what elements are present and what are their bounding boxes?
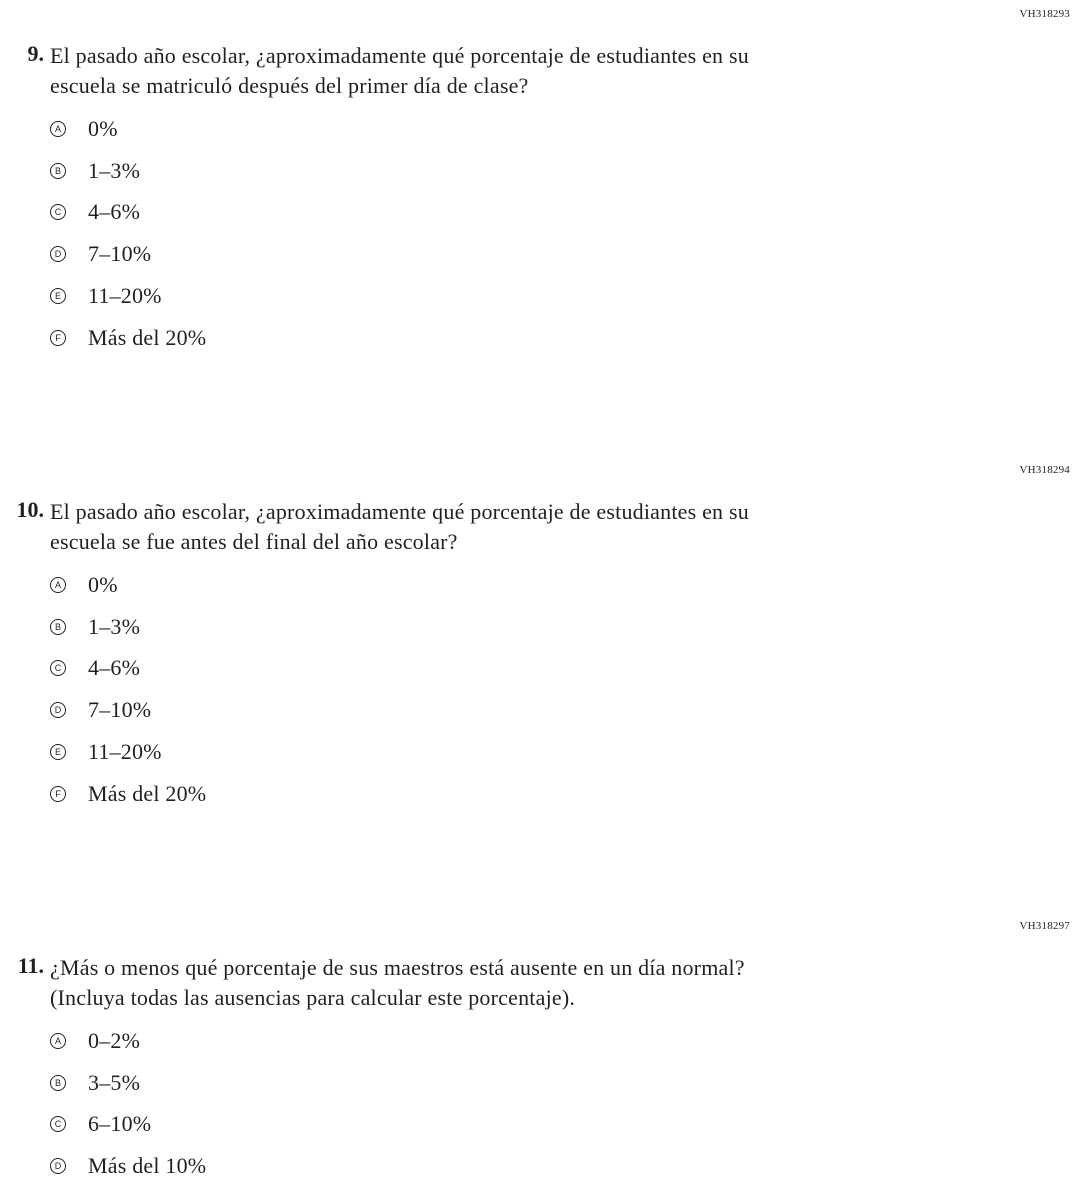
option-label: 6–10% xyxy=(88,1111,152,1136)
answer-option-c[interactable] xyxy=(50,653,140,683)
radio-bubble-d[interactable]: D xyxy=(50,702,66,718)
option-label: 4–6% xyxy=(88,655,141,680)
option-label: 11–20% xyxy=(88,283,162,308)
item-code: VH318297 xyxy=(1019,920,1070,932)
option-label: 4–6% xyxy=(88,199,141,224)
item-code: VH318294 xyxy=(1019,464,1070,476)
answer-option-d[interactable] xyxy=(50,695,151,725)
radio-bubble-e[interactable]: E xyxy=(50,744,66,760)
question-text xyxy=(50,953,870,1013)
radio-bubble-a[interactable]: A xyxy=(50,577,66,593)
radio-bubble-a[interactable]: A xyxy=(50,121,66,137)
question-text-line: escuela se matriculó después del primer día de clase? xyxy=(50,73,529,98)
answer-option-c[interactable] xyxy=(50,1109,151,1139)
question-text-line: escuela se fue antes del final del año escolar? xyxy=(50,529,458,554)
option-label: 1–3% xyxy=(88,614,141,639)
radio-bubble-b[interactable]: B xyxy=(50,1075,66,1091)
radio-bubble-c[interactable]: C xyxy=(50,1116,66,1132)
option-label: 0% xyxy=(88,572,118,597)
option-label: 1–3% xyxy=(88,158,141,183)
answer-option-a[interactable] xyxy=(50,570,118,600)
answer-option-b[interactable] xyxy=(50,156,140,186)
option-label: Más del 20% xyxy=(88,325,207,350)
option-label: 0–2% xyxy=(88,1028,141,1053)
radio-bubble-b[interactable]: B xyxy=(50,619,66,635)
option-label: 7–10% xyxy=(88,241,152,266)
answer-option-d[interactable] xyxy=(50,1151,206,1181)
question-text xyxy=(50,497,870,557)
question-text-line: El pasado año escolar, ¿aproximadamente qué porcentaje de estudiantes en su xyxy=(50,43,749,68)
radio-bubble-f[interactable]: F xyxy=(50,330,66,346)
question-text-line: El pasado año escolar, ¿aproximadamente qué porcentaje de estudiantes en su xyxy=(50,499,749,524)
radio-bubble-f[interactable]: F xyxy=(50,786,66,802)
question-number: 10. xyxy=(16,497,44,522)
radio-bubble-e[interactable]: E xyxy=(50,288,66,304)
radio-bubble-a[interactable]: A xyxy=(50,1033,66,1049)
answer-option-b[interactable] xyxy=(50,1068,140,1098)
option-label: 0% xyxy=(88,116,118,141)
question-text-line: ¿Más o menos qué porcentaje de sus maestros está ausente en un día normal? xyxy=(50,955,745,980)
answer-option-c[interactable] xyxy=(50,197,140,227)
radio-bubble-d[interactable]: D xyxy=(50,246,66,262)
question-text-line: (Incluya todas las ausencias para calcular este porcentaje). xyxy=(50,985,576,1010)
option-label: 11–20% xyxy=(88,739,162,764)
answer-option-a[interactable] xyxy=(50,114,118,144)
item-code: VH318293 xyxy=(1019,8,1070,20)
radio-bubble-d[interactable]: D xyxy=(50,1158,66,1174)
answer-option-b[interactable] xyxy=(50,612,140,642)
option-label: 7–10% xyxy=(88,697,152,722)
answer-option-e[interactable] xyxy=(50,281,162,311)
radio-bubble-b[interactable]: B xyxy=(50,163,66,179)
question-number: 11. xyxy=(17,953,44,978)
option-label: Más del 20% xyxy=(88,781,207,806)
answer-option-d[interactable] xyxy=(50,239,151,269)
option-label: 3–5% xyxy=(88,1070,141,1095)
radio-bubble-c[interactable]: C xyxy=(50,204,66,220)
radio-bubble-c[interactable]: C xyxy=(50,660,66,676)
option-label: Más del 10% xyxy=(88,1153,207,1178)
answer-option-f[interactable] xyxy=(50,779,206,809)
question-text xyxy=(50,41,870,101)
answer-option-a[interactable] xyxy=(50,1026,140,1056)
answer-option-f[interactable] xyxy=(50,323,206,353)
question-number: 9. xyxy=(27,41,44,66)
answer-option-e[interactable] xyxy=(50,737,162,767)
